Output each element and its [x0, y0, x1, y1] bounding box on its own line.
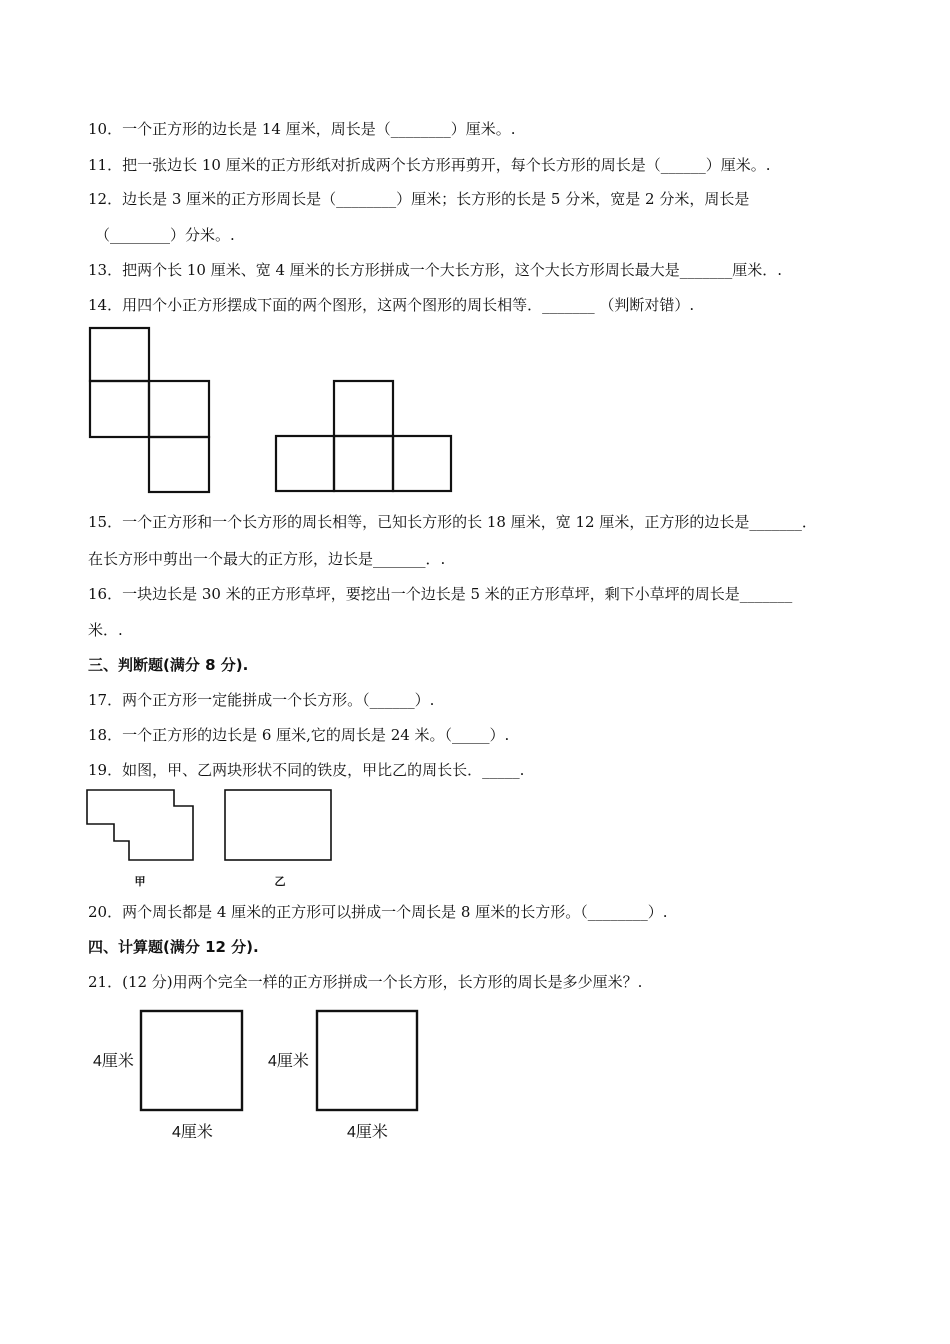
square-right-side-label: 4厘米 — [268, 1053, 309, 1070]
question-11: 11．把一张边长 10 厘米的正方形纸对折成两个长方形再剪开，每个长方形的周长是（______）厘米。. — [88, 156, 771, 174]
section-3-heading: 三、判断题(满分 8 分). — [88, 656, 249, 674]
square-right — [317, 1011, 417, 1110]
question-21: 21．(12 分)用两个完全一样的正方形拼成一个长方形，长方形的周长是多少厘米？. — [88, 973, 643, 991]
section-4-heading: 四、计算题(满分 12 分). — [88, 938, 259, 956]
question-12-continued: （________）分米。. — [95, 226, 235, 244]
figure-yi-label: 乙 — [274, 876, 286, 888]
square-left-bottom-label: 4厘米 — [172, 1124, 213, 1141]
question-14: 14．用四个小正方形摆成下面的两个图形，这两个图形的周长相等．_______ （判断对错）. — [88, 296, 695, 314]
question-19: 19．如图，甲、乙两块形状不同的铁皮，甲比乙的周长长．_____. — [88, 761, 525, 779]
question-12: 12．边长是 3 厘米的正方形周长是（________）厘米；长方形的长是 5 分米，宽是 2 分米，周长是 — [88, 190, 750, 208]
question-18: 18．一个正方形的边长是 6 厘米,它的周长是 24 米。（_____）. — [88, 726, 510, 744]
question-16: 16．一块边长是 30 米的正方形草坪，要挖出一个边长是 5 米的正方形草坪，剩下小草坪的周长是_______ — [88, 585, 793, 603]
question-10: 10．一个正方形的边长是 14 厘米，周长是（________）厘米。. — [88, 120, 516, 138]
square-left — [141, 1011, 242, 1110]
question-16-continued: 米．. — [88, 621, 123, 639]
question-17: 17．两个正方形一定能拼成一个长方形。（______）. — [88, 691, 435, 709]
question-20: 20．两个周长都是 4 厘米的正方形可以拼成一个周长是 8 厘米的长方形。（________）. — [88, 903, 668, 921]
square-left-side-label: 4厘米 — [93, 1053, 134, 1070]
question-13: 13．把两个长 10 厘米、宽 4 厘米的长方形拼成一个大长方形，这个大长方形周长最大是_______厘米．. — [88, 261, 783, 279]
question-15-continued: 在长方形中剪出一个最大的正方形，边长是_______．. — [88, 550, 446, 568]
question-15: 15．一个正方形和一个长方形的周长相等，已知长方形的长 18 厘米，宽 12 厘米，正方形的边长是_______． — [88, 513, 817, 531]
square-right-bottom-label: 4厘米 — [347, 1124, 388, 1141]
figure-jia-label: 甲 — [134, 876, 146, 888]
